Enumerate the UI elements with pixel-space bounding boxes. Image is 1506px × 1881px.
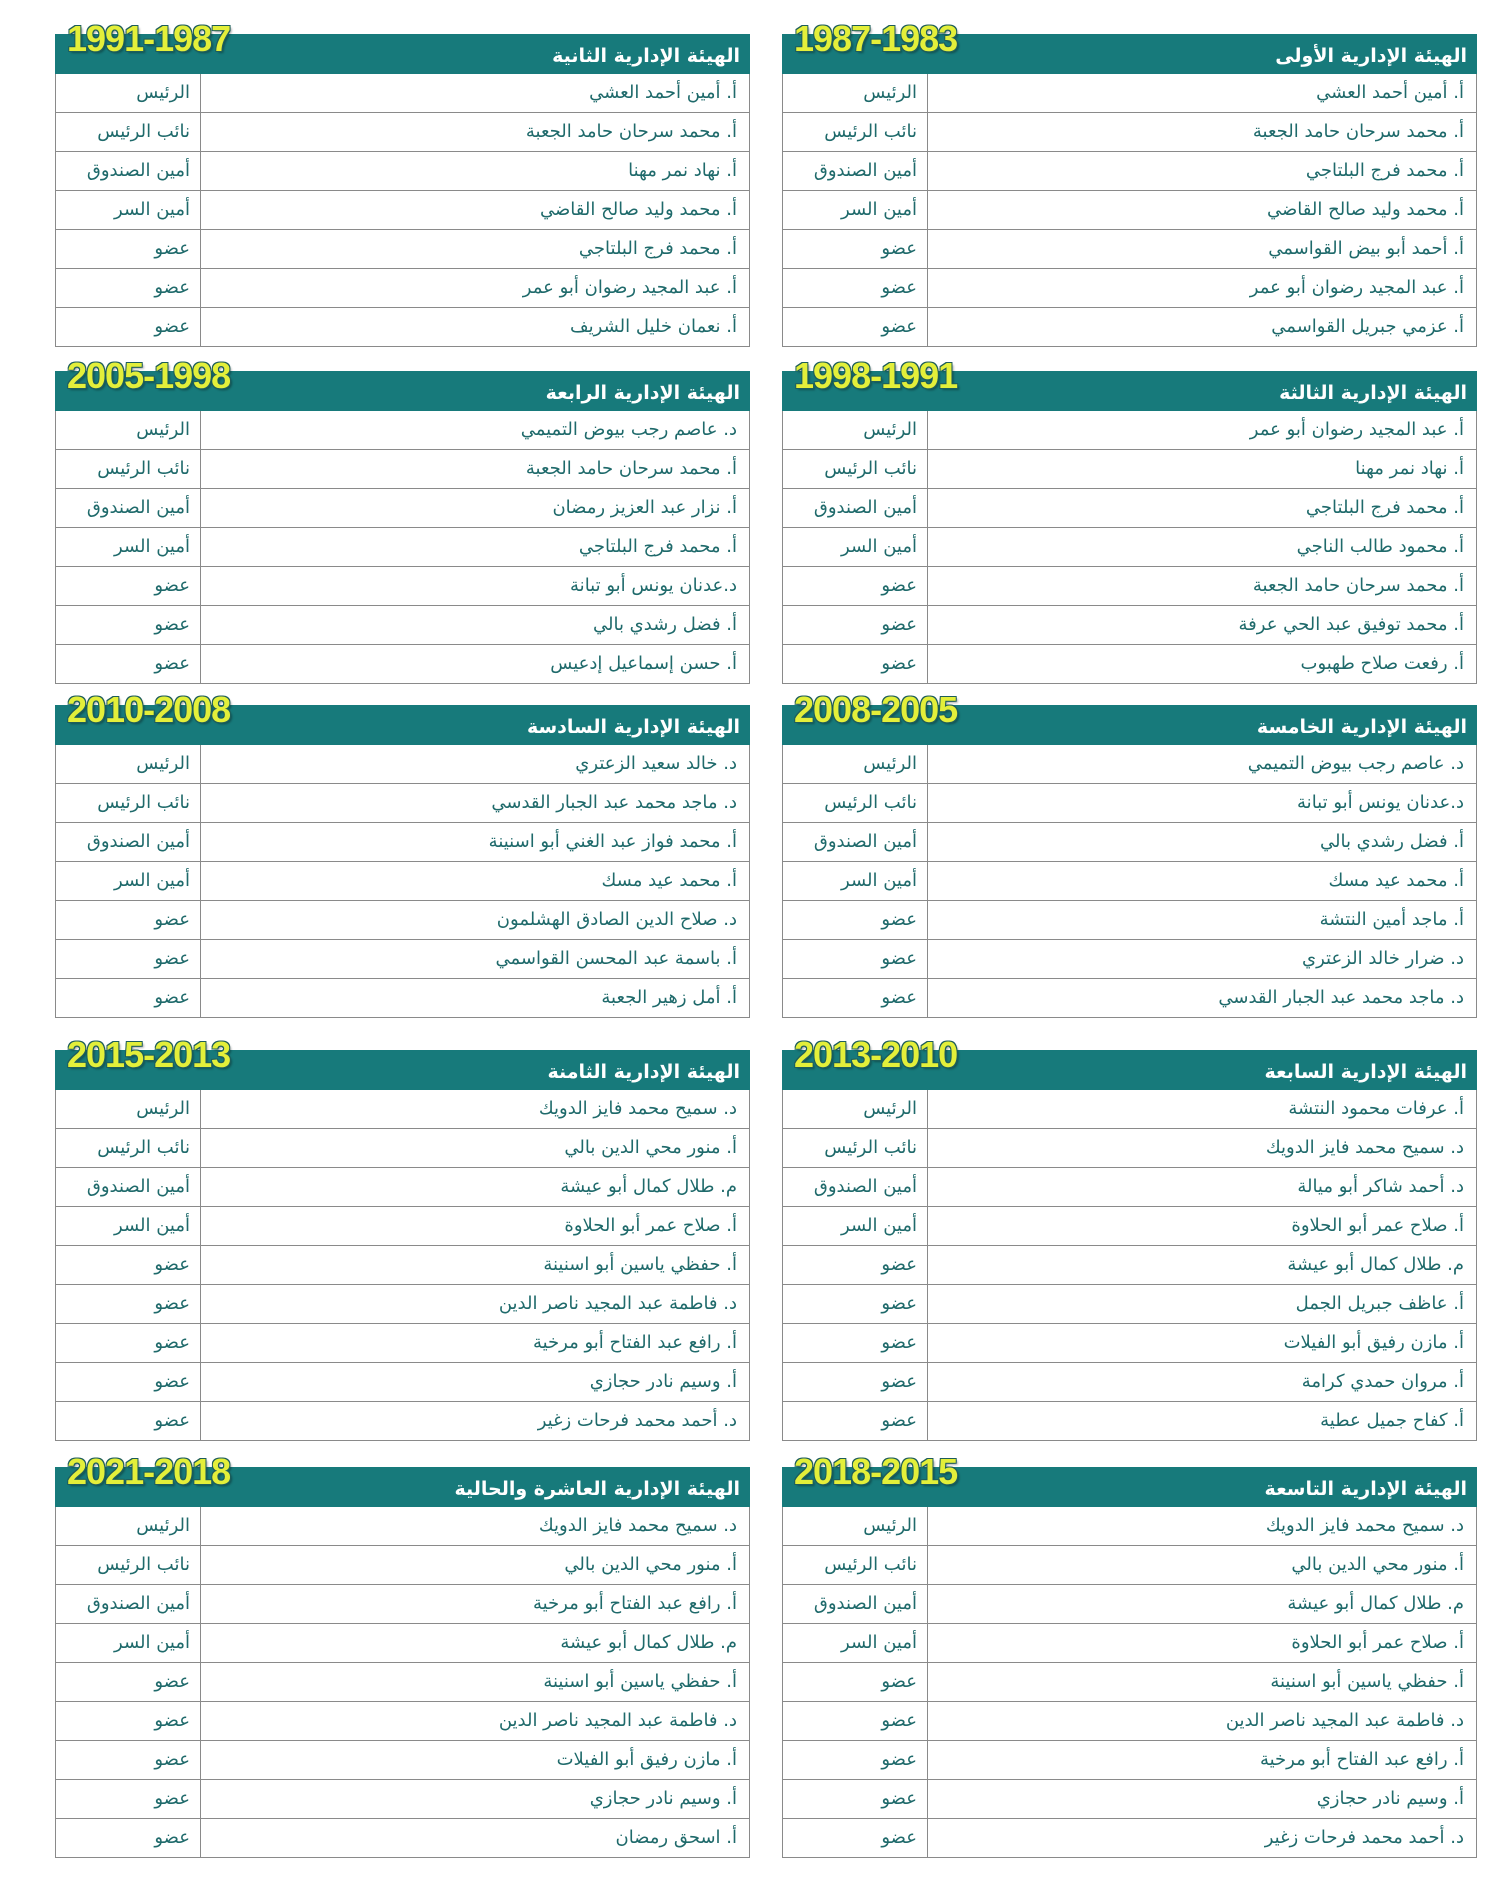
member-role: عضو <box>783 567 928 605</box>
member-name: أ. نهاد نمر مهنا <box>1355 458 1464 479</box>
member-role: عضو <box>783 230 928 268</box>
member-role: عضو <box>56 1324 201 1362</box>
member-role: أمين الصندوق <box>56 823 201 861</box>
table-row <box>56 1819 749 1858</box>
member-role: عضو <box>783 1819 928 1857</box>
members-table <box>55 1507 750 1858</box>
member-role: أمين الصندوق <box>783 489 928 527</box>
member-name: أ. محمود طالب الناجي <box>1296 536 1464 557</box>
member-role: أمين السر <box>783 528 928 566</box>
member-name: أ. عبد المجيد رضوان أبو عمر <box>522 277 737 298</box>
member-role: نائب الرئيس <box>783 113 928 151</box>
member-role: عضو <box>56 606 201 644</box>
table-row <box>783 1168 1476 1207</box>
member-name: م. طلال كمال أبو عيشة <box>1287 1593 1464 1614</box>
member-name: أ. أمين أحمد العشي <box>1316 82 1464 103</box>
table-row <box>783 230 1476 269</box>
member-name: أ. مازن رفيق أبو الفيلات <box>556 1749 737 1770</box>
member-role: عضو <box>56 567 201 605</box>
member-name: أ. كفاح جميل عطية <box>1320 1410 1464 1431</box>
member-name: أ. منور محي الدين بالي <box>564 1554 737 1575</box>
table-row <box>783 411 1476 450</box>
member-name: أ. نزار عبد العزيز رمضان <box>552 497 737 518</box>
board-title: الهيئة الإدارية الثانية <box>55 34 750 74</box>
member-role: عضو <box>783 645 928 683</box>
table-row <box>783 1546 1476 1585</box>
table-row <box>783 1324 1476 1363</box>
member-name: أ. محمد عيد مسك <box>1328 870 1464 891</box>
member-role: الرئيس <box>56 74 201 112</box>
table-row <box>783 940 1476 979</box>
member-name: أ. رافع عبد الفتاح أبو مرخية <box>532 1593 737 1614</box>
table-row <box>56 1585 749 1624</box>
member-name: أ. حفظي ياسين أبو اسنينة <box>543 1671 737 1692</box>
table-row <box>783 308 1476 347</box>
member-role: نائب الرئيس <box>783 1546 928 1584</box>
member-role: عضو <box>56 645 201 683</box>
member-name: أ. اسحق رمضان <box>615 1827 737 1848</box>
member-name: د. فاطمة عبد المجيد ناصر الدين <box>498 1293 737 1314</box>
board-years: 2008-2005 <box>794 689 958 730</box>
member-role: عضو <box>56 1780 201 1818</box>
member-role: عضو <box>56 269 201 307</box>
table-row <box>783 745 1476 784</box>
table-row <box>56 1702 749 1741</box>
table-row <box>56 567 749 606</box>
board-years: 2018-2015 <box>794 1451 958 1492</box>
table-row <box>56 901 749 940</box>
member-name: د. صلاح الدين الصادق الهشلمون <box>496 909 737 930</box>
table-row <box>56 191 749 230</box>
member-name: أ. محمد فرج البلتاجي <box>578 536 737 557</box>
member-role: عضو <box>56 1819 201 1857</box>
member-name: د. سميح محمد فايز الدويك <box>1265 1515 1464 1536</box>
member-name: أ. صلاح عمر أبو الحلاوة <box>1291 1215 1464 1236</box>
board-years: 2005-1998 <box>67 355 231 396</box>
table-row <box>56 1363 749 1402</box>
table-row <box>783 1507 1476 1546</box>
table-row <box>783 1780 1476 1819</box>
board-title: الهيئة الإدارية الأولى <box>782 34 1477 74</box>
member-name: أ. مازن رفيق أبو الفيلات <box>1283 1332 1464 1353</box>
board-4 <box>55 355 750 685</box>
member-role: عضو <box>783 1780 928 1818</box>
member-name: أ. محمد سرحان حامد الجعبة <box>525 121 737 142</box>
board-years: 1998-1991 <box>794 355 958 396</box>
table-row <box>783 74 1476 113</box>
board-6 <box>55 689 750 1019</box>
member-role: عضو <box>783 1702 928 1740</box>
table-row <box>783 606 1476 645</box>
board-title: الهيئة الإدارية السابعة <box>782 1050 1477 1090</box>
table-row <box>783 1585 1476 1624</box>
table-row <box>783 862 1476 901</box>
member-role: عضو <box>783 901 928 939</box>
member-role: عضو <box>56 979 201 1017</box>
table-row <box>56 745 749 784</box>
table-row <box>56 784 749 823</box>
member-name: د. خالد سعيد الزعتري <box>575 753 737 774</box>
members-table <box>55 411 750 684</box>
member-name: أ. أحمد أبو بيض القواسمي <box>1268 238 1464 259</box>
table-row <box>56 230 749 269</box>
members-table <box>55 1090 750 1441</box>
table-row <box>783 901 1476 940</box>
board-5 <box>782 689 1477 1019</box>
member-role: عضو <box>783 269 928 307</box>
member-name: أ. منور محي الدين بالي <box>1291 1554 1464 1575</box>
board-years: 2010-2008 <box>67 689 231 730</box>
members-table <box>55 74 750 347</box>
member-name: أ. فضل رشدي بالي <box>592 614 737 635</box>
member-role: عضو <box>56 1285 201 1323</box>
member-name: أ. منور محي الدين بالي <box>564 1137 737 1158</box>
table-row <box>56 606 749 645</box>
member-role: عضو <box>56 230 201 268</box>
member-name: أ. محمد سرحان حامد الجعبة <box>525 458 737 479</box>
member-role: أمين الصندوق <box>783 823 928 861</box>
table-row <box>783 113 1476 152</box>
member-role: الرئيس <box>783 745 928 783</box>
table-row <box>783 191 1476 230</box>
member-name: أ. حسن إسماعيل إدعيس <box>550 653 737 674</box>
table-row <box>783 1819 1476 1858</box>
member-role: نائب الرئيس <box>56 113 201 151</box>
table-row <box>56 1624 749 1663</box>
member-name: أ. ماجد أمين النتشة <box>1319 909 1464 930</box>
member-role: أمين السر <box>783 1624 928 1662</box>
member-role: عضو <box>783 1324 928 1362</box>
member-role: أمين السر <box>56 528 201 566</box>
member-role: أمين السر <box>56 862 201 900</box>
board-1 <box>782 18 1477 348</box>
member-role: عضو <box>56 940 201 978</box>
member-name: د. فاطمة عبد المجيد ناصر الدين <box>498 1710 737 1731</box>
table-row <box>783 1663 1476 1702</box>
member-name: أ. محمد وليد صالح القاضي <box>1266 199 1464 220</box>
member-name: أ. صلاح عمر أبو الحلاوة <box>1291 1632 1464 1653</box>
table-row <box>783 823 1476 862</box>
member-role: عضو <box>783 308 928 346</box>
member-name: د. ماجد محمد عبد الجبار القدسي <box>1218 987 1464 1008</box>
board-9 <box>782 1451 1477 1859</box>
member-name: د.عدنان يونس أبو تبانة <box>1297 792 1464 813</box>
board-10 <box>55 1451 750 1859</box>
member-name: د. ضرار خالد الزعتري <box>1302 948 1464 969</box>
table-row <box>56 823 749 862</box>
table-row <box>56 1090 749 1129</box>
table-row <box>56 269 749 308</box>
table-row <box>56 450 749 489</box>
member-name: د. عاصم رجب بيوض التميمي <box>1247 753 1464 774</box>
member-role: نائب الرئيس <box>783 450 928 488</box>
table-row <box>783 1741 1476 1780</box>
board-title: الهيئة الإدارية الرابعة <box>55 371 750 411</box>
member-name: أ. حفظي ياسين أبو اسنينة <box>1270 1671 1464 1692</box>
member-name: د. سميح محمد فايز الدويك <box>538 1098 737 1119</box>
member-role: الرئيس <box>783 74 928 112</box>
member-role: الرئيس <box>783 1090 928 1128</box>
member-name: أ. صلاح عمر أبو الحلاوة <box>564 1215 737 1236</box>
member-name: أ. وسيم نادر حجازي <box>1316 1788 1464 1809</box>
member-role: نائب الرئيس <box>56 450 201 488</box>
board-7 <box>782 1034 1477 1442</box>
table-row <box>783 1702 1476 1741</box>
member-role: عضو <box>783 940 928 978</box>
member-name: أ. نهاد نمر مهنا <box>628 160 737 181</box>
member-name: أ. رفعت صلاح طهبوب <box>1300 653 1464 674</box>
member-role: عضو <box>56 1402 201 1440</box>
member-name: أ. رافع عبد الفتاح أبو مرخية <box>1259 1749 1464 1770</box>
member-name: أ. رافع عبد الفتاح أبو مرخية <box>532 1332 737 1353</box>
member-role: عضو <box>56 1363 201 1401</box>
table-row <box>56 1546 749 1585</box>
member-name: م. طلال كمال أبو عيشة <box>1287 1254 1464 1275</box>
member-role: الرئيس <box>783 411 928 449</box>
table-row <box>783 1246 1476 1285</box>
table-row <box>783 528 1476 567</box>
member-name: أ. محمد فرج البلتاجي <box>1305 160 1464 181</box>
member-name: أ. مروان حمدي كرامة <box>1301 1371 1464 1392</box>
table-row <box>56 940 749 979</box>
board-title: الهيئة الإدارية الخامسة <box>782 705 1477 745</box>
member-name: أ. عبد المجيد رضوان أبو عمر <box>1249 419 1464 440</box>
board-2 <box>55 18 750 348</box>
member-role: نائب الرئيس <box>56 784 201 822</box>
member-name: أ. أمين أحمد العشي <box>589 82 737 103</box>
member-role: عضو <box>783 1741 928 1779</box>
table-row <box>783 979 1476 1018</box>
member-role: نائب الرئيس <box>56 1546 201 1584</box>
member-role: عضو <box>783 979 928 1017</box>
board-years: 2021-2018 <box>67 1451 231 1492</box>
member-role: نائب الرئيس <box>783 1129 928 1167</box>
table-row <box>56 1507 749 1546</box>
members-table <box>782 1090 1477 1441</box>
table-row <box>56 528 749 567</box>
table-row <box>783 1402 1476 1441</box>
table-row <box>56 1663 749 1702</box>
board-years: 1991-1987 <box>67 18 231 59</box>
member-role: عضو <box>56 1702 201 1740</box>
member-name: د. أحمد محمد فرحات زغير <box>1264 1827 1464 1848</box>
member-name: د. أحمد شاكر أبو ميالة <box>1297 1176 1464 1197</box>
member-role: أمين الصندوق <box>56 489 201 527</box>
member-role: عضو <box>783 1363 928 1401</box>
table-row <box>56 74 749 113</box>
table-row <box>56 411 749 450</box>
table-row <box>56 308 749 347</box>
member-name: أ. محمد عيد مسك <box>601 870 737 891</box>
member-role: عضو <box>56 1741 201 1779</box>
member-name: أ. عبد المجيد رضوان أبو عمر <box>1249 277 1464 298</box>
board-years: 1987-1983 <box>794 18 958 59</box>
board-3 <box>782 355 1477 685</box>
table-row <box>56 645 749 684</box>
member-role: أمين الصندوق <box>56 152 201 190</box>
table-row <box>56 1129 749 1168</box>
members-table <box>782 74 1477 347</box>
member-role: أمين الصندوق <box>783 1168 928 1206</box>
table-row <box>56 1207 749 1246</box>
member-name: أ. حفظي ياسين أبو اسنينة <box>543 1254 737 1275</box>
table-row <box>783 1090 1476 1129</box>
table-row <box>56 1246 749 1285</box>
table-row <box>56 152 749 191</box>
member-name: د.عدنان يونس أبو تبانة <box>570 575 737 596</box>
table-row <box>783 1624 1476 1663</box>
table-row <box>783 1207 1476 1246</box>
member-name: أ. باسمة عبد المحسن القواسمي <box>495 948 737 969</box>
member-name: أ. عرفات محمود النتشة <box>1288 1098 1464 1119</box>
table-row <box>56 1168 749 1207</box>
table-row <box>783 567 1476 606</box>
board-title: الهيئة الإدارية الثالثة <box>782 371 1477 411</box>
member-role: عضو <box>56 901 201 939</box>
board-years: 2015-2013 <box>67 1034 231 1075</box>
member-name: أ. محمد توفيق عبد الحي عرفة <box>1238 614 1464 635</box>
member-name: أ. محمد فرج البلتاجي <box>578 238 737 259</box>
member-role: الرئيس <box>56 1507 201 1545</box>
member-role: عضو <box>56 1663 201 1701</box>
member-role: عضو <box>783 1285 928 1323</box>
member-role: عضو <box>56 308 201 346</box>
table-row <box>56 113 749 152</box>
member-role: الرئيس <box>56 745 201 783</box>
board-8 <box>55 1034 750 1442</box>
member-name: د. سميح محمد فايز الدويك <box>1265 1137 1464 1158</box>
member-role: أمين السر <box>783 862 928 900</box>
member-name: د. أحمد محمد فرحات زغير <box>537 1410 737 1431</box>
member-role: أمين الصندوق <box>783 1585 928 1623</box>
board-title: الهيئة الإدارية السادسة <box>55 705 750 745</box>
table-row <box>56 1285 749 1324</box>
member-name: م. طلال كمال أبو عيشة <box>560 1176 737 1197</box>
member-role: عضو <box>56 1246 201 1284</box>
member-name: أ. نعمان خليل الشريف <box>570 316 737 337</box>
member-role: الرئيس <box>56 411 201 449</box>
member-role: أمين السر <box>56 1207 201 1245</box>
table-row <box>56 862 749 901</box>
member-role: الرئيس <box>783 1507 928 1545</box>
member-role: الرئيس <box>56 1090 201 1128</box>
table-row <box>783 450 1476 489</box>
table-row <box>783 489 1476 528</box>
table-row <box>56 489 749 528</box>
table-row <box>783 152 1476 191</box>
member-role: نائب الرئيس <box>56 1129 201 1167</box>
member-name: أ. محمد وليد صالح القاضي <box>539 199 737 220</box>
board-title: الهيئة الإدارية التاسعة <box>782 1467 1477 1507</box>
board-title: الهيئة الإدارية الثامنة <box>55 1050 750 1090</box>
member-role: عضو <box>783 1663 928 1701</box>
table-row <box>783 645 1476 684</box>
table-row <box>56 1324 749 1363</box>
table-row <box>56 979 749 1018</box>
member-name: أ. محمد سرحان حامد الجعبة <box>1252 121 1464 142</box>
member-name: د. عاصم رجب بيوض التميمي <box>520 419 737 440</box>
member-role: نائب الرئيس <box>783 784 928 822</box>
member-name: د. فاطمة عبد المجيد ناصر الدين <box>1225 1710 1464 1731</box>
member-name: أ. عزمي جبريل القواسمي <box>1271 316 1464 337</box>
member-name: أ. وسيم نادر حجازي <box>589 1788 737 1809</box>
member-role: أمين الصندوق <box>56 1168 201 1206</box>
member-name: د. ماجد محمد عبد الجبار القدسي <box>491 792 737 813</box>
member-name: أ. محمد سرحان حامد الجعبة <box>1252 575 1464 596</box>
table-row <box>56 1741 749 1780</box>
member-role: عضو <box>783 1402 928 1440</box>
member-role: أمين السر <box>783 191 928 229</box>
members-table <box>782 411 1477 684</box>
table-row <box>783 784 1476 823</box>
members-table <box>782 745 1477 1018</box>
member-name: د. سميح محمد فايز الدويك <box>538 1515 737 1536</box>
member-name: أ. محمد فرج البلتاجي <box>1305 497 1464 518</box>
member-name: أ. عاظف جبريل الجمل <box>1295 1293 1464 1314</box>
member-role: عضو <box>783 606 928 644</box>
board-title: الهيئة الإدارية العاشرة والحالية <box>55 1467 750 1507</box>
member-name: أ. محمد فواز عبد الغني أبو اسنينة <box>488 831 737 852</box>
member-role: أمين الصندوق <box>56 1585 201 1623</box>
table-row <box>56 1780 749 1819</box>
member-role: عضو <box>783 1246 928 1284</box>
table-row <box>783 269 1476 308</box>
member-role: أمين السر <box>56 1624 201 1662</box>
board-years: 2013-2010 <box>794 1034 958 1075</box>
members-table <box>55 745 750 1018</box>
member-role: أمين السر <box>56 191 201 229</box>
table-row <box>783 1363 1476 1402</box>
member-name: أ. فضل رشدي بالي <box>1319 831 1464 852</box>
member-name: م. طلال كمال أبو عيشة <box>560 1632 737 1653</box>
table-row <box>783 1285 1476 1324</box>
member-role: أمين الصندوق <box>783 152 928 190</box>
member-name: أ. وسيم نادر حجازي <box>589 1371 737 1392</box>
member-name: أ. أمل زهير الجعبة <box>601 987 737 1008</box>
table-row <box>56 1402 749 1441</box>
table-row <box>783 1129 1476 1168</box>
member-role: أمين السر <box>783 1207 928 1245</box>
members-table <box>782 1507 1477 1858</box>
